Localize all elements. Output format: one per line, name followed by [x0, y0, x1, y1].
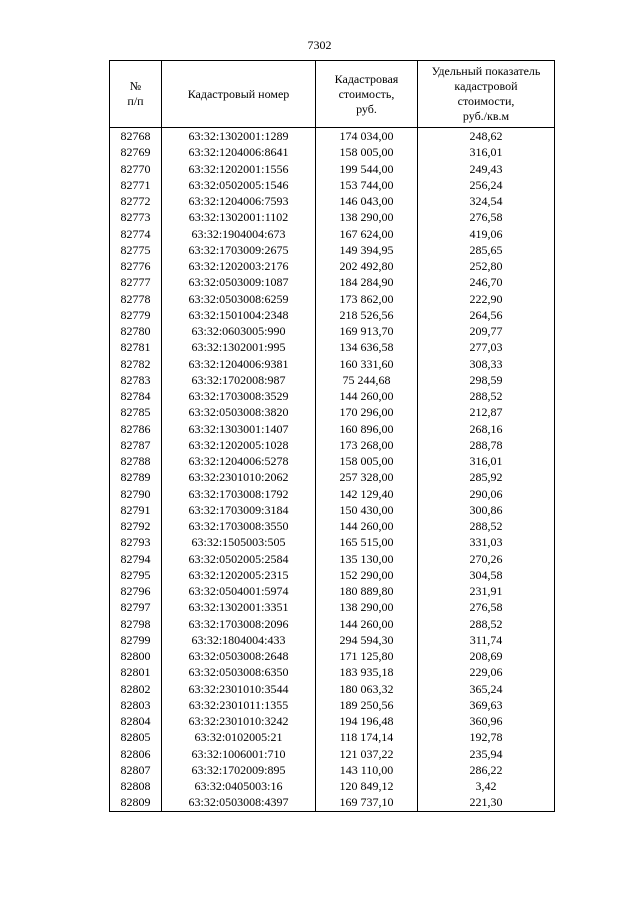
- cell-index: 82792: [110, 518, 162, 534]
- cell-cadastral-value: 134 636,58: [316, 339, 418, 355]
- cell-cadastral-number: 63:32:0102005:21: [162, 729, 316, 745]
- table-row: [110, 599, 555, 615]
- cell-index: 82781: [110, 339, 162, 355]
- table-row: [110, 404, 555, 420]
- cell-cadastral-value: 158 005,00: [316, 453, 418, 469]
- cell-cadastral-number: 63:32:1702008:987: [162, 372, 316, 388]
- cell-specific-value: 192,78: [418, 729, 555, 745]
- header-line: Кадастровый номер: [187, 86, 290, 101]
- cell-cadastral-value: 169 737,10: [316, 794, 418, 811]
- cell-cadastral-value: 121 037,22: [316, 746, 418, 762]
- cell-cadastral-number: 63:32:1804004:433: [162, 632, 316, 648]
- table-row: [110, 583, 555, 599]
- table-row: [110, 518, 555, 534]
- table-row: [110, 242, 555, 258]
- table-row: [110, 794, 555, 811]
- cell-specific-value: 285,92: [418, 469, 555, 485]
- cell-cadastral-number: 63:32:1302001:1289: [162, 128, 316, 145]
- cell-cadastral-value: 171 125,80: [316, 648, 418, 664]
- table-row: [110, 681, 555, 697]
- cell-cadastral-value: 194 196,48: [316, 713, 418, 729]
- header-line: руб./кв.м: [462, 109, 510, 123]
- cell-cadastral-number: 63:32:1204006:8641: [162, 144, 316, 160]
- header-line: стоимость,: [338, 86, 395, 101]
- cell-cadastral-value: 180 063,32: [316, 681, 418, 697]
- cell-cadastral-number: 63:32:0603005:990: [162, 323, 316, 339]
- cell-specific-value: 270,26: [418, 551, 555, 567]
- cell-index: 82786: [110, 421, 162, 437]
- cell-index: 82768: [110, 128, 162, 145]
- cell-index: 82773: [110, 209, 162, 225]
- cell-specific-value: 252,80: [418, 258, 555, 274]
- table-row: [110, 177, 555, 193]
- cell-cadastral-number: 63:32:1703008:3550: [162, 518, 316, 534]
- cell-specific-value: 290,06: [418, 486, 555, 502]
- header-line: кадастровой: [454, 79, 518, 93]
- cell-specific-value: 360,96: [418, 713, 555, 729]
- header-line: Удельный показатель: [431, 64, 541, 78]
- cell-cadastral-number: 63:32:1302001:3351: [162, 599, 316, 615]
- table-row: [110, 161, 555, 177]
- cell-specific-value: 286,22: [418, 762, 555, 778]
- cell-cadastral-number: 63:32:1703009:3184: [162, 502, 316, 518]
- cell-specific-value: 208,69: [418, 648, 555, 664]
- table-row: [110, 356, 555, 372]
- cell-cadastral-number: 63:32:1202005:2315: [162, 567, 316, 583]
- cell-index: 82774: [110, 226, 162, 242]
- cell-index: 82789: [110, 469, 162, 485]
- table-row: [110, 388, 555, 404]
- table-row: [110, 746, 555, 762]
- cell-specific-value: 285,65: [418, 242, 555, 258]
- header-row: [110, 61, 555, 128]
- cell-cadastral-number: 63:32:1904004:673: [162, 226, 316, 242]
- cell-cadastral-value: 218 526,56: [316, 307, 418, 323]
- cell-specific-value: 276,58: [418, 599, 555, 615]
- cell-index: 82807: [110, 762, 162, 778]
- cell-cadastral-number: 63:32:0405003:16: [162, 778, 316, 794]
- table-header: [110, 61, 555, 128]
- cell-index: 82800: [110, 648, 162, 664]
- table-row: [110, 372, 555, 388]
- table-row: [110, 258, 555, 274]
- cell-cadastral-value: 138 290,00: [316, 209, 418, 225]
- cell-index: 82772: [110, 193, 162, 209]
- cell-cadastral-number: 63:32:1302001:1102: [162, 209, 316, 225]
- header-index: [110, 61, 162, 128]
- cell-cadastral-number: 63:32:1204006:7593: [162, 193, 316, 209]
- cell-specific-value: 235,94: [418, 746, 555, 762]
- table-row: [110, 291, 555, 307]
- cell-cadastral-value: 158 005,00: [316, 144, 418, 160]
- cell-specific-value: 249,43: [418, 161, 555, 177]
- cell-cadastral-number: 63:32:1703008:2096: [162, 616, 316, 632]
- cell-cadastral-value: 184 284,90: [316, 274, 418, 290]
- cell-index: 82784: [110, 388, 162, 404]
- cell-specific-value: 277,03: [418, 339, 555, 355]
- cell-cadastral-number: 63:32:0503008:3820: [162, 404, 316, 420]
- cell-index: 82809: [110, 794, 162, 811]
- cell-cadastral-value: 153 744,00: [316, 177, 418, 193]
- cell-cadastral-number: 63:32:0503008:2648: [162, 648, 316, 664]
- table-row: [110, 421, 555, 437]
- cell-specific-value: 300,86: [418, 502, 555, 518]
- cell-cadastral-number: 63:32:1703008:1792: [162, 486, 316, 502]
- header-cadastral-value: [316, 61, 418, 128]
- cell-cadastral-number: 63:32:1303001:1407: [162, 421, 316, 437]
- cell-index: 82806: [110, 746, 162, 762]
- cell-index: 82788: [110, 453, 162, 469]
- cell-cadastral-value: 294 594,30: [316, 632, 418, 648]
- cell-specific-value: 419,06: [418, 226, 555, 242]
- cell-index: 82771: [110, 177, 162, 193]
- cell-specific-value: 276,58: [418, 209, 555, 225]
- cell-cadastral-value: 120 849,12: [316, 778, 418, 794]
- cell-index: 82785: [110, 404, 162, 420]
- cell-cadastral-value: 189 250,56: [316, 697, 418, 713]
- cell-index: 82798: [110, 616, 162, 632]
- cell-cadastral-number: 63:32:0502005:1546: [162, 177, 316, 193]
- cell-cadastral-value: 144 260,00: [316, 616, 418, 632]
- cell-cadastral-number: 63:32:2301011:1355: [162, 697, 316, 713]
- cell-cadastral-value: 144 260,00: [316, 518, 418, 534]
- cell-index: 82787: [110, 437, 162, 453]
- cell-cadastral-value: 143 110,00: [316, 762, 418, 778]
- cell-cadastral-value: 146 043,00: [316, 193, 418, 209]
- cell-index: 82794: [110, 551, 162, 567]
- cell-cadastral-value: 173 862,00: [316, 291, 418, 307]
- table-row: [110, 486, 555, 502]
- cell-cadastral-number: 63:32:1302001:995: [162, 339, 316, 355]
- cell-index: 82797: [110, 599, 162, 615]
- header-line: №: [129, 79, 142, 93]
- cell-index: 82805: [110, 729, 162, 745]
- cell-specific-value: 209,77: [418, 323, 555, 339]
- cell-specific-value: 246,70: [418, 274, 555, 290]
- cell-index: 82778: [110, 291, 162, 307]
- header-line: стоимости,: [457, 94, 515, 108]
- cell-cadastral-value: 118 174,14: [316, 729, 418, 745]
- cell-index: 82795: [110, 567, 162, 583]
- cell-specific-value: 324,54: [418, 193, 555, 209]
- cell-cadastral-value: 257 328,00: [316, 469, 418, 485]
- header-line: п/п: [127, 94, 144, 108]
- table-row: [110, 567, 555, 583]
- cell-cadastral-number: 63:32:0503009:1087: [162, 274, 316, 290]
- cell-index: 82804: [110, 713, 162, 729]
- table-row: [110, 648, 555, 664]
- cell-specific-value: 369,63: [418, 697, 555, 713]
- cell-cadastral-value: 152 290,00: [316, 567, 418, 583]
- table-row: [110, 274, 555, 290]
- page-number: 7302: [307, 38, 332, 52]
- cell-cadastral-number: 63:32:0503008:6259: [162, 291, 316, 307]
- header-specific-value: [418, 61, 555, 128]
- cell-index: 82779: [110, 307, 162, 323]
- cell-index: 82808: [110, 778, 162, 794]
- cell-cadastral-number: 63:32:1202003:2176: [162, 258, 316, 274]
- cell-specific-value: 304,58: [418, 567, 555, 583]
- cell-specific-value: 231,91: [418, 583, 555, 599]
- cell-specific-value: 3,42: [418, 778, 555, 794]
- table-row: [110, 729, 555, 745]
- cell-index: 82790: [110, 486, 162, 502]
- table-row: [110, 453, 555, 469]
- cell-cadastral-number: 63:32:2301010:2062: [162, 469, 316, 485]
- cell-specific-value: 248,62: [418, 128, 555, 145]
- cell-specific-value: 308,33: [418, 356, 555, 372]
- cell-specific-value: 212,87: [418, 404, 555, 420]
- cell-specific-value: 316,01: [418, 144, 555, 160]
- table-row: [110, 339, 555, 355]
- cell-cadastral-number: 63:32:1505003:505: [162, 534, 316, 550]
- cell-cadastral-value: 199 544,00: [316, 161, 418, 177]
- table-row: [110, 307, 555, 323]
- cell-cadastral-value: 174 034,00: [316, 128, 418, 145]
- table-row: [110, 437, 555, 453]
- cell-cadastral-value: 202 492,80: [316, 258, 418, 274]
- cell-cadastral-value: 169 913,70: [316, 323, 418, 339]
- cell-cadastral-number: 63:32:2301010:3242: [162, 713, 316, 729]
- cell-specific-value: 298,59: [418, 372, 555, 388]
- cell-cadastral-value: 167 624,00: [316, 226, 418, 242]
- cell-index: 82783: [110, 372, 162, 388]
- cell-cadastral-number: 63:32:1703008:3529: [162, 388, 316, 404]
- table-row: [110, 226, 555, 242]
- cell-specific-value: 222,90: [418, 291, 555, 307]
- cadastral-value-table: [109, 60, 555, 812]
- cell-specific-value: 264,56: [418, 307, 555, 323]
- cell-index: 82802: [110, 681, 162, 697]
- cell-specific-value: 229,06: [418, 664, 555, 680]
- cell-index: 82793: [110, 534, 162, 550]
- cell-index: 82777: [110, 274, 162, 290]
- cell-specific-value: 288,52: [418, 388, 555, 404]
- cell-cadastral-value: 149 394,95: [316, 242, 418, 258]
- table-row: [110, 502, 555, 518]
- cell-specific-value: 268,16: [418, 421, 555, 437]
- cell-cadastral-number: 63:32:1202005:1028: [162, 437, 316, 453]
- cell-specific-value: 288,52: [418, 518, 555, 534]
- cell-cadastral-number: 63:32:1204006:5278: [162, 453, 316, 469]
- header-line: руб.: [356, 101, 377, 116]
- table-row: [110, 616, 555, 632]
- cell-cadastral-value: 138 290,00: [316, 599, 418, 615]
- table-row: [110, 534, 555, 550]
- cell-index: 82776: [110, 258, 162, 274]
- table-row: [110, 144, 555, 160]
- cell-index: 82780: [110, 323, 162, 339]
- cell-specific-value: 288,78: [418, 437, 555, 453]
- cell-cadastral-value: 183 935,18: [316, 664, 418, 680]
- cell-cadastral-value: 142 129,40: [316, 486, 418, 502]
- cell-cadastral-number: 63:32:1202001:1556: [162, 161, 316, 177]
- cell-index: 82791: [110, 502, 162, 518]
- cell-index: 82782: [110, 356, 162, 372]
- cell-specific-value: 365,24: [418, 681, 555, 697]
- cell-index: 82769: [110, 144, 162, 160]
- cell-cadastral-value: 160 896,00: [316, 421, 418, 437]
- table-row: [110, 762, 555, 778]
- cell-cadastral-number: 63:32:0504001:5974: [162, 583, 316, 599]
- table-body: [110, 128, 555, 812]
- cell-cadastral-value: 173 268,00: [316, 437, 418, 453]
- table-row: [110, 128, 555, 145]
- cell-cadastral-number: 63:32:0503008:4397: [162, 794, 316, 811]
- cell-cadastral-number: 63:32:1703009:2675: [162, 242, 316, 258]
- cell-cadastral-number: 63:32:1702009:895: [162, 762, 316, 778]
- cell-index: 82796: [110, 583, 162, 599]
- cell-index: 82803: [110, 697, 162, 713]
- cell-cadastral-number: 63:32:1501004:2348: [162, 307, 316, 323]
- cell-index: 82770: [110, 161, 162, 177]
- table-row: [110, 469, 555, 485]
- cell-index: 82801: [110, 664, 162, 680]
- cell-cadastral-value: 144 260,00: [316, 388, 418, 404]
- cell-cadastral-number: 63:32:2301010:3544: [162, 681, 316, 697]
- cell-cadastral-value: 150 430,00: [316, 502, 418, 518]
- cell-cadastral-value: 75 244,68: [316, 372, 418, 388]
- header-cadastral-number: [162, 61, 316, 128]
- cell-cadastral-number: 63:32:1204006:9381: [162, 356, 316, 372]
- cell-cadastral-number: 63:32:1006001:710: [162, 746, 316, 762]
- cell-index: 82799: [110, 632, 162, 648]
- table-row: [110, 632, 555, 648]
- cell-specific-value: 221,30: [418, 794, 555, 811]
- cell-cadastral-number: 63:32:0502005:2584: [162, 551, 316, 567]
- table-row: [110, 778, 555, 794]
- table-row: [110, 193, 555, 209]
- cell-specific-value: 288,52: [418, 616, 555, 632]
- table-row: [110, 323, 555, 339]
- cell-specific-value: 316,01: [418, 453, 555, 469]
- cell-index: 82775: [110, 242, 162, 258]
- table-row: [110, 713, 555, 729]
- table-row: [110, 551, 555, 567]
- cell-cadastral-value: 170 296,00: [316, 404, 418, 420]
- header-line: Кадастровая: [334, 71, 399, 86]
- cell-cadastral-value: 160 331,60: [316, 356, 418, 372]
- cell-cadastral-value: 165 515,00: [316, 534, 418, 550]
- table-row: [110, 209, 555, 225]
- cell-specific-value: 311,74: [418, 632, 555, 648]
- cell-cadastral-value: 180 889,80: [316, 583, 418, 599]
- cell-cadastral-value: 135 130,00: [316, 551, 418, 567]
- cell-specific-value: 331,03: [418, 534, 555, 550]
- cell-cadastral-number: 63:32:0503008:6350: [162, 664, 316, 680]
- table-row: [110, 664, 555, 680]
- table-row: [110, 697, 555, 713]
- cell-specific-value: 256,24: [418, 177, 555, 193]
